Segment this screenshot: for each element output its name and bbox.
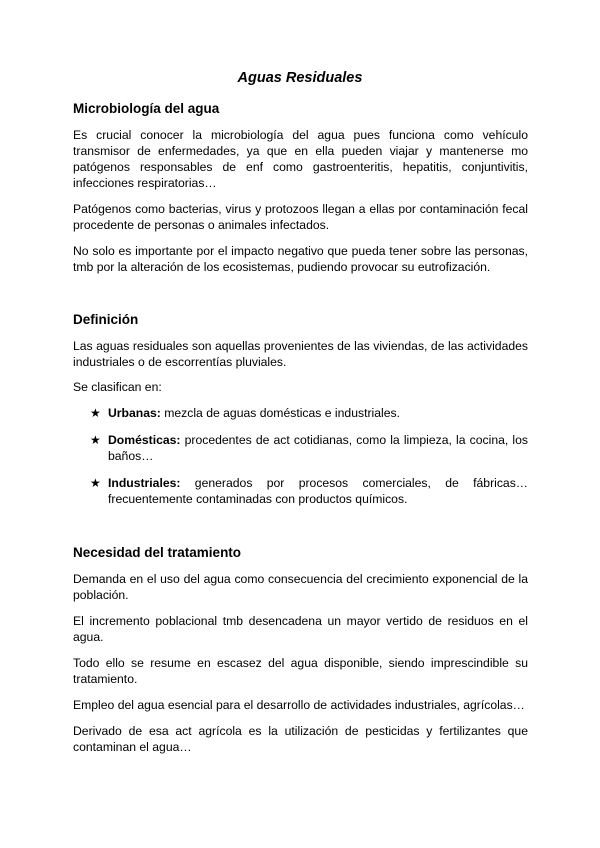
section-heading-necesidad: Necesidad del tratamiento [73, 545, 242, 560]
paragraph: No solo es importante por el impacto negativo que pueda tener sobre las personas, tmb por la alteración de los ecosistemas, pudiendo provocar su eutrofización. [73, 244, 528, 274]
paragraph: Las aguas residuales son aquellas provenientes de las viviendas, de las actividades industriales o de escorrentías pluviales. [73, 339, 528, 369]
bullet-term: Urbanas: [108, 406, 161, 420]
section-heading-definicion: Definición [73, 312, 139, 327]
paragraph: Demanda en el uso del agua como consecuencia del crecimiento exponencial de la población. [73, 572, 528, 602]
section-heading-microbiologia: Microbiología del agua [73, 101, 220, 116]
star-bullet-icon: ★ [90, 476, 101, 490]
paragraph: Es crucial conocer la microbiología del agua pues funciona como vehículo transmisor de enfermedades, ya que en ella pueden viajar y mantenerse mo patógenos responsables de enf como gastroenteritis, hepatitis, conjuntivitis, infecciones respiratorias… [73, 128, 528, 190]
paragraph: Empleo del agua esencial para el desarrollo de actividades industriales, agrícolas… [73, 698, 525, 712]
paragraph: Derivado de esa act agrícola es la utilización de pesticidas y fertilizantes que contaminan el agua… [73, 724, 528, 754]
star-bullet-icon: ★ [90, 433, 101, 447]
bullet-text: mezcla de aguas domésticas e industriales. [160, 406, 400, 420]
paragraph: Todo ello se resume en escasez del agua disponible, siendo imprescindible su tratamiento. [73, 656, 528, 686]
paragraph: Se clasifican en: [73, 380, 162, 394]
paragraph: El incremento poblacional tmb desencadena un mayor vertido de residuos en el agua. [73, 614, 528, 644]
star-bullet-icon: ★ [90, 406, 101, 420]
bullet-text: generados por procesos comerciales, de fábricas… frecuentemente contaminadas con productos químicos. [108, 476, 528, 506]
bullet-text: procedentes de act cotidianas, como la limpieza, la cocina, los baños… [108, 433, 528, 463]
list-item [90, 432, 528, 464]
document-title: Aguas Residuales [237, 70, 363, 86]
paragraph: Patógenos como bacterias, virus y protozoos llegan a ellas por contaminación fecal procedente de personas o animales infectados. [73, 202, 528, 232]
list-item [90, 405, 528, 421]
list-item [90, 475, 528, 507]
bullet-term: Domésticas: [108, 433, 181, 447]
bullet-term: Industriales: [108, 476, 181, 490]
